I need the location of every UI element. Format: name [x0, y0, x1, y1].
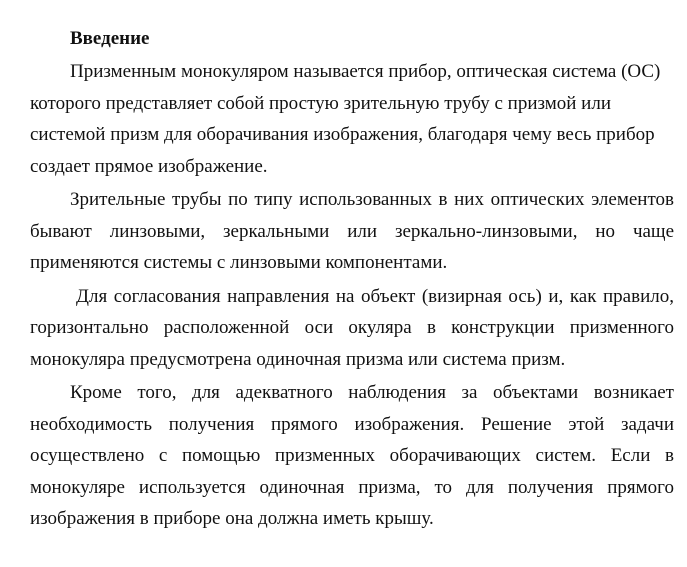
section-heading: Введение: [70, 28, 150, 49]
paragraph-4: Кроме того, для адекватного наблюдения за объектами возникает необходимость получения прямого изображения. Решение этой задачи осуществлено с помощью призменных оборачивающих систем. Если в монокуляре используется одиночная призма, то для получения прямого изображения в приборе она должна иметь крышу.: [30, 382, 674, 529]
paragraph-3: Для согласования направления на объект (визирная ось) и, как правило, горизонтально расположенной оси окуляра в конструкции призменного монокуляра предусмотрена одиночная призма или система призм.: [30, 285, 674, 370]
document-page: [30, 26, 674, 537]
paragraph-2: Зрительные трубы по типу использованных в них оптических элементов бывают линзовыми, зеркальными или зеркально-линзовыми, но чаще применяются системы с линзовыми компонентами.: [30, 189, 674, 273]
paragraph-1: Призменным монокуляром называется прибор, оптическая система (ОС) которого представляет собой простую зрительную трубу с призмой или системой призм для оборачивания изображения, благодаря чему весь прибор создает прямое изображение.: [30, 61, 661, 177]
